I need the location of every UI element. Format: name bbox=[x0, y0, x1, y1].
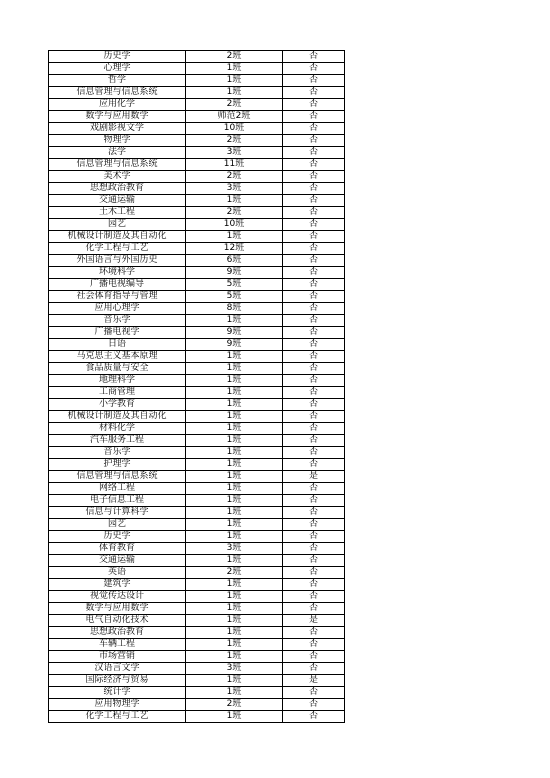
major-cell: 法学 bbox=[49, 147, 186, 159]
table-row bbox=[49, 147, 345, 159]
major-cell: 数学与应用数学 bbox=[49, 111, 186, 123]
major-cell: 社会体育指导与管理 bbox=[49, 291, 186, 303]
major-cell: 英语 bbox=[49, 567, 186, 579]
class-cell: 2班 bbox=[186, 135, 283, 147]
major-cell: 交通运输 bbox=[49, 195, 186, 207]
table-row bbox=[49, 687, 345, 699]
table-row bbox=[49, 363, 345, 375]
major-cell: 机械设计制造及其自动化 bbox=[49, 411, 186, 423]
table-row bbox=[49, 399, 345, 411]
flag-cell: 否 bbox=[283, 279, 345, 291]
major-cell: 广播电视学 bbox=[49, 327, 186, 339]
major-cell: 物理学 bbox=[49, 135, 186, 147]
flag-cell: 否 bbox=[283, 207, 345, 219]
class-cell: 12班 bbox=[186, 243, 283, 255]
major-cell: 历史学 bbox=[49, 531, 186, 543]
class-cell: 1班 bbox=[186, 711, 283, 723]
table-row bbox=[49, 375, 345, 387]
class-cell: 1班 bbox=[186, 471, 283, 483]
class-cell: 1班 bbox=[186, 63, 283, 75]
table-row bbox=[49, 99, 345, 111]
table-row bbox=[49, 351, 345, 363]
major-cell: 护理学 bbox=[49, 459, 186, 471]
table-row bbox=[49, 615, 345, 627]
flag-cell: 否 bbox=[283, 663, 345, 675]
major-cell: 汉语言文学 bbox=[49, 663, 186, 675]
table-row bbox=[49, 111, 345, 123]
table-row bbox=[49, 675, 345, 687]
flag-cell: 否 bbox=[283, 591, 345, 603]
class-cell: 1班 bbox=[186, 651, 283, 663]
table-row bbox=[49, 555, 345, 567]
major-cell: 汽车服务工程 bbox=[49, 435, 186, 447]
flag-cell: 否 bbox=[283, 555, 345, 567]
flag-cell: 否 bbox=[283, 183, 345, 195]
flag-cell: 否 bbox=[283, 351, 345, 363]
major-cell: 材料化学 bbox=[49, 423, 186, 435]
flag-cell: 否 bbox=[283, 243, 345, 255]
major-cell: 市场营销 bbox=[49, 651, 186, 663]
major-cell: 戏剧影视文学 bbox=[49, 123, 186, 135]
class-cell: 10班 bbox=[186, 219, 283, 231]
class-cell: 3班 bbox=[186, 147, 283, 159]
major-cell: 国际经济与贸易 bbox=[49, 675, 186, 687]
table-row bbox=[49, 651, 345, 663]
major-cell: 思想政治教育 bbox=[49, 627, 186, 639]
class-table bbox=[48, 50, 345, 723]
class-cell: 5班 bbox=[186, 279, 283, 291]
table-row bbox=[49, 591, 345, 603]
major-cell: 外国语言与外国历史 bbox=[49, 255, 186, 267]
class-cell: 1班 bbox=[186, 75, 283, 87]
table-row bbox=[49, 255, 345, 267]
table-row bbox=[49, 699, 345, 711]
class-cell: 1班 bbox=[186, 411, 283, 423]
class-cell: 师范2班 bbox=[186, 111, 283, 123]
flag-cell: 否 bbox=[283, 171, 345, 183]
class-cell: 1班 bbox=[186, 447, 283, 459]
flag-cell: 否 bbox=[283, 495, 345, 507]
class-cell: 1班 bbox=[186, 315, 283, 327]
flag-cell: 否 bbox=[283, 99, 345, 111]
flag-cell: 否 bbox=[283, 315, 345, 327]
class-cell: 1班 bbox=[186, 579, 283, 591]
table-row bbox=[49, 603, 345, 615]
flag-cell: 否 bbox=[283, 519, 345, 531]
table-row bbox=[49, 219, 345, 231]
flag-cell: 否 bbox=[283, 147, 345, 159]
table-row bbox=[49, 51, 345, 63]
flag-cell: 否 bbox=[283, 255, 345, 267]
class-cell: 1班 bbox=[186, 603, 283, 615]
table-body bbox=[49, 51, 345, 723]
table-row bbox=[49, 171, 345, 183]
major-cell: 化学工程与工艺 bbox=[49, 711, 186, 723]
table-row bbox=[49, 471, 345, 483]
class-cell: 1班 bbox=[186, 591, 283, 603]
class-cell: 1班 bbox=[186, 387, 283, 399]
table-row bbox=[49, 507, 345, 519]
class-cell: 1班 bbox=[186, 639, 283, 651]
table-row bbox=[49, 711, 345, 723]
class-cell: 2班 bbox=[186, 567, 283, 579]
table-row bbox=[49, 63, 345, 75]
table-row bbox=[49, 303, 345, 315]
major-cell: 工商管理 bbox=[49, 387, 186, 399]
class-cell: 3班 bbox=[186, 543, 283, 555]
flag-cell: 否 bbox=[283, 159, 345, 171]
major-cell: 网络工程 bbox=[49, 483, 186, 495]
major-cell: 视觉传达设计 bbox=[49, 591, 186, 603]
major-cell: 化学工程与工艺 bbox=[49, 243, 186, 255]
class-cell: 1班 bbox=[186, 231, 283, 243]
table-row bbox=[49, 387, 345, 399]
class-cell: 1班 bbox=[186, 351, 283, 363]
major-cell: 交通运输 bbox=[49, 555, 186, 567]
major-cell: 哲学 bbox=[49, 75, 186, 87]
major-cell: 思想政治教育 bbox=[49, 183, 186, 195]
major-cell: 食品质量与安全 bbox=[49, 363, 186, 375]
table-row bbox=[49, 483, 345, 495]
major-cell: 车辆工程 bbox=[49, 639, 186, 651]
class-cell: 8班 bbox=[186, 303, 283, 315]
class-cell: 2班 bbox=[186, 699, 283, 711]
major-cell: 美术学 bbox=[49, 171, 186, 183]
table-row bbox=[49, 123, 345, 135]
flag-cell: 否 bbox=[283, 75, 345, 87]
table-row bbox=[49, 627, 345, 639]
class-cell: 1班 bbox=[186, 531, 283, 543]
flag-cell: 否 bbox=[283, 579, 345, 591]
table-row bbox=[49, 531, 345, 543]
table-row bbox=[49, 315, 345, 327]
major-cell: 马克思主义基本原理 bbox=[49, 351, 186, 363]
flag-cell: 否 bbox=[283, 363, 345, 375]
class-cell: 1班 bbox=[186, 87, 283, 99]
flag-cell: 否 bbox=[283, 87, 345, 99]
class-cell: 1班 bbox=[186, 615, 283, 627]
flag-cell: 否 bbox=[283, 195, 345, 207]
class-cell: 9班 bbox=[186, 327, 283, 339]
major-cell: 音乐学 bbox=[49, 315, 186, 327]
class-cell: 11班 bbox=[186, 159, 283, 171]
major-cell: 信息管理与信息系统 bbox=[49, 159, 186, 171]
table-row bbox=[49, 519, 345, 531]
major-cell: 应用心理学 bbox=[49, 303, 186, 315]
class-cell: 1班 bbox=[186, 363, 283, 375]
class-cell: 2班 bbox=[186, 99, 283, 111]
major-cell: 统计学 bbox=[49, 687, 186, 699]
flag-cell: 否 bbox=[283, 231, 345, 243]
class-cell: 1班 bbox=[186, 375, 283, 387]
flag-cell: 否 bbox=[283, 51, 345, 63]
major-cell: 电子信息工程 bbox=[49, 495, 186, 507]
flag-cell: 否 bbox=[283, 459, 345, 471]
flag-cell: 否 bbox=[283, 111, 345, 123]
flag-cell: 否 bbox=[283, 399, 345, 411]
flag-cell: 否 bbox=[283, 267, 345, 279]
major-cell: 应用物理学 bbox=[49, 699, 186, 711]
table-row bbox=[49, 279, 345, 291]
flag-cell: 否 bbox=[283, 291, 345, 303]
table-row bbox=[49, 459, 345, 471]
flag-cell: 否 bbox=[283, 123, 345, 135]
flag-cell: 否 bbox=[283, 651, 345, 663]
table-row bbox=[49, 639, 345, 651]
class-cell: 1班 bbox=[186, 687, 283, 699]
flag-cell: 否 bbox=[283, 627, 345, 639]
major-cell: 建筑学 bbox=[49, 579, 186, 591]
class-cell: 1班 bbox=[186, 459, 283, 471]
table-row bbox=[49, 183, 345, 195]
table-row bbox=[49, 423, 345, 435]
major-cell: 历史学 bbox=[49, 51, 186, 63]
table-row bbox=[49, 447, 345, 459]
flag-cell: 否 bbox=[283, 531, 345, 543]
major-cell: 体育教育 bbox=[49, 543, 186, 555]
class-cell: 9班 bbox=[186, 339, 283, 351]
flag-cell: 否 bbox=[283, 219, 345, 231]
table-row bbox=[49, 243, 345, 255]
major-cell: 广播电视编导 bbox=[49, 279, 186, 291]
major-cell: 数学与应用数学 bbox=[49, 603, 186, 615]
major-cell: 小学教育 bbox=[49, 399, 186, 411]
flag-cell: 否 bbox=[283, 507, 345, 519]
major-cell: 园艺 bbox=[49, 219, 186, 231]
class-cell: 3班 bbox=[186, 663, 283, 675]
flag-cell: 否 bbox=[283, 435, 345, 447]
table-row bbox=[49, 231, 345, 243]
flag-cell: 否 bbox=[283, 375, 345, 387]
class-cell: 1班 bbox=[186, 435, 283, 447]
table-row bbox=[49, 195, 345, 207]
flag-cell: 否 bbox=[283, 543, 345, 555]
major-cell: 土木工程 bbox=[49, 207, 186, 219]
class-cell: 1班 bbox=[186, 495, 283, 507]
class-cell: 1班 bbox=[186, 675, 283, 687]
class-cell: 9班 bbox=[186, 267, 283, 279]
major-cell: 环境科学 bbox=[49, 267, 186, 279]
major-cell: 应用化学 bbox=[49, 99, 186, 111]
flag-cell: 否 bbox=[283, 699, 345, 711]
class-cell: 1班 bbox=[186, 519, 283, 531]
flag-cell: 否 bbox=[283, 639, 345, 651]
major-cell: 信息与计算科学 bbox=[49, 507, 186, 519]
table-row bbox=[49, 663, 345, 675]
flag-cell: 是 bbox=[283, 471, 345, 483]
class-cell: 1班 bbox=[186, 555, 283, 567]
class-cell: 1班 bbox=[186, 399, 283, 411]
flag-cell: 否 bbox=[283, 483, 345, 495]
table-row bbox=[49, 267, 345, 279]
major-cell: 音乐学 bbox=[49, 447, 186, 459]
table-row bbox=[49, 291, 345, 303]
class-cell: 1班 bbox=[186, 483, 283, 495]
major-cell: 日语 bbox=[49, 339, 186, 351]
flag-cell: 否 bbox=[283, 63, 345, 75]
class-cell: 1班 bbox=[186, 195, 283, 207]
flag-cell: 否 bbox=[283, 711, 345, 723]
table-row bbox=[49, 567, 345, 579]
table-row bbox=[49, 159, 345, 171]
major-cell: 心理学 bbox=[49, 63, 186, 75]
table-row bbox=[49, 579, 345, 591]
class-cell: 6班 bbox=[186, 255, 283, 267]
class-cell: 2班 bbox=[186, 171, 283, 183]
flag-cell: 否 bbox=[283, 327, 345, 339]
major-cell: 信息管理与信息系统 bbox=[49, 471, 186, 483]
flag-cell: 否 bbox=[283, 603, 345, 615]
class-cell: 3班 bbox=[186, 183, 283, 195]
class-cell: 1班 bbox=[186, 423, 283, 435]
flag-cell: 否 bbox=[283, 303, 345, 315]
flag-cell: 否 bbox=[283, 687, 345, 699]
flag-cell: 否 bbox=[283, 423, 345, 435]
table-row bbox=[49, 327, 345, 339]
class-cell: 1班 bbox=[186, 627, 283, 639]
table-row bbox=[49, 495, 345, 507]
major-cell: 地理科学 bbox=[49, 375, 186, 387]
class-cell: 2班 bbox=[186, 207, 283, 219]
table-row bbox=[49, 435, 345, 447]
major-cell: 信息管理与信息系统 bbox=[49, 87, 186, 99]
flag-cell: 否 bbox=[283, 567, 345, 579]
table-row bbox=[49, 135, 345, 147]
flag-cell: 是 bbox=[283, 615, 345, 627]
class-cell: 10班 bbox=[186, 123, 283, 135]
major-cell: 机械设计制造及其自动化 bbox=[49, 231, 186, 243]
flag-cell: 否 bbox=[283, 339, 345, 351]
flag-cell: 否 bbox=[283, 411, 345, 423]
flag-cell: 否 bbox=[283, 447, 345, 459]
table-row bbox=[49, 75, 345, 87]
major-cell: 电气自动化技术 bbox=[49, 615, 186, 627]
table-row bbox=[49, 411, 345, 423]
table-row bbox=[49, 339, 345, 351]
class-cell: 2班 bbox=[186, 51, 283, 63]
table-row bbox=[49, 207, 345, 219]
flag-cell: 是 bbox=[283, 675, 345, 687]
class-cell: 1班 bbox=[186, 507, 283, 519]
table-row bbox=[49, 543, 345, 555]
table-row bbox=[49, 87, 345, 99]
class-cell: 5班 bbox=[186, 291, 283, 303]
flag-cell: 否 bbox=[283, 135, 345, 147]
major-cell: 园艺 bbox=[49, 519, 186, 531]
flag-cell: 否 bbox=[283, 387, 345, 399]
